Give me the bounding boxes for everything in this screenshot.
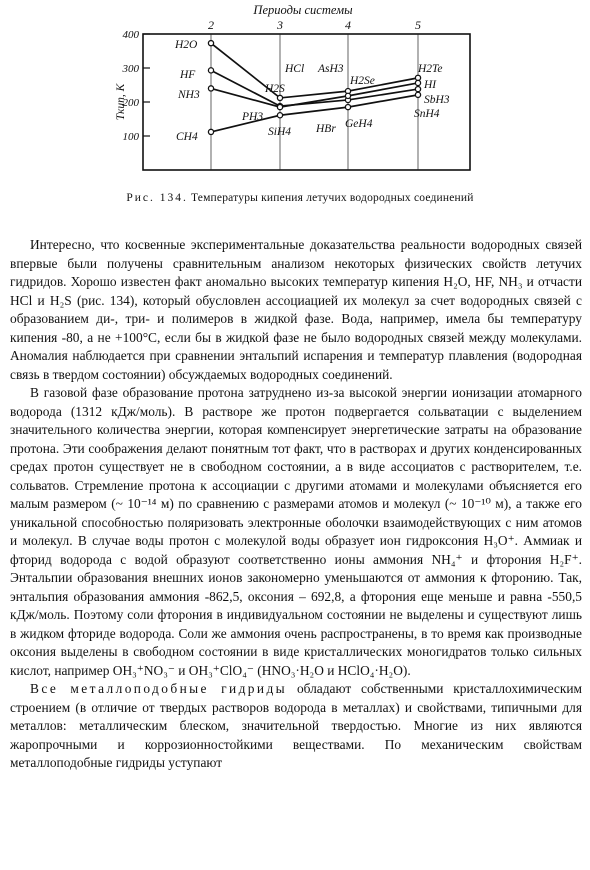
metal-hydrides-text: обладают собственными кристаллохимическим строением (в отличие от твердых растворов водорода в металлах) и свойствами, типичными для металлов: металлическим блеском, значительной твердостью. Многие из них являются жаропрочными и коррозионностойкими веществами. По механическим свойствам металлоподобные гидриды уступают — [10, 681, 583, 770]
caption-number: Рис. 134. — [126, 192, 188, 204]
data-point — [345, 93, 350, 98]
y-tick-label: 200 — [122, 97, 139, 109]
metal-hydrides-lead: Все металлоподобные гидриды — [30, 681, 288, 696]
compound-label-snh4: SnH4 — [414, 108, 440, 120]
data-point — [415, 86, 420, 91]
compound-label-sih4: SiH4 — [268, 126, 291, 138]
data-point — [277, 105, 282, 110]
data-point — [415, 92, 420, 97]
data-point — [208, 68, 213, 73]
period-tick-label: 5 — [415, 18, 421, 32]
compound-label-geh4: GeH4 — [345, 118, 373, 130]
compound-label-hcl: HCl — [285, 63, 305, 75]
period-tick-label: 2 — [208, 18, 214, 32]
caption-text: Температуры кипения летучих водородных соединений — [190, 192, 474, 204]
y-axis-label: Tкип, K — [115, 83, 127, 121]
y-tick-label: 300 — [122, 63, 139, 75]
compound-label-ash3: AsH3 — [318, 63, 344, 75]
data-point — [208, 41, 213, 46]
data-point — [415, 75, 420, 80]
compound-label-h2se: H2Se — [350, 75, 375, 87]
paragraph-proton-solvation: В газовой фазе образование протона затруднено из-за высокой энергии ионизации атомарного водорода (1312 кДж/моль). В растворе же протон подвергается сольватации с выделением значительного количества энергии, которая компенсирует энергетические затраты на образование протона. Эти соображения делают понятным тот факт, что в растворах и других конденсированных средах протон существует не в свободном состоянии, а в виде ассоциатов с растворителем, т.е. сольватов. Стремление протона к ассоциации с другими атомами и молекулами объясняется его малым размером (~ 10⁻¹⁴ м) по сравнению с размерами атомов и молекул (~ 10⁻¹⁰ м), а также его уникальной способностью поляризовать электронные оболочки взаимодействующих с ним атомов и молекул. В случае воды протон с молекулой воды образует ион гидроксония H₃O⁺. Аммиак и фторид водорода с водой образуют соответственно ионы аммония NH₄⁺ и фторония H₂F⁺. Энтальпии образования внешних ионов закономерно уменьшаются от аммония к фторонию. Так, энтальпия образования аммония -862,5, оксония – 692,8, а фторония еще меньше и равна -550,5 кДж/моль. Поэтому соли фторония в индивидуальном состоянии не выделены и существуют лишь в жидком фториде водорода. Соли же аммония очень распространены, в то время как производные оксония выделены в свободном состоянии в виде кристаллических моногидратов только сильных кислот, например OH₃⁺NO₃⁻ и OH₃⁺ClO₄⁻ (HNO₃·H₂O и HClO₄·H₂O). — [10, 385, 582, 678]
compound-label-h2s: H2S — [265, 83, 285, 95]
data-point — [415, 80, 420, 85]
y-tick-label: 400 — [122, 29, 139, 41]
data-point — [277, 95, 282, 100]
compound-label-h2te: H2Te — [418, 63, 443, 75]
data-point — [277, 113, 282, 118]
axis-top-title: Периоды системы — [253, 3, 353, 17]
period-tick-label: 4 — [345, 18, 351, 32]
y-tick-label: 100 — [122, 131, 139, 143]
body-text — [10, 236, 582, 773]
compound-label-hbr: HBr — [316, 123, 336, 135]
series-line — [211, 43, 418, 98]
data-point — [345, 105, 350, 110]
paragraph-metal-hydrides — [10, 680, 582, 773]
period-tick-label: 3 — [277, 18, 283, 32]
compound-label-hi: HI — [424, 79, 437, 91]
compound-label-nh3: NH3 — [178, 89, 200, 101]
compound-label-hf: HF — [180, 69, 196, 81]
data-point — [208, 86, 213, 91]
compound-label-sbh3: SbH3 — [424, 94, 450, 106]
compound-label-ph3: PH3 — [242, 111, 264, 123]
data-point — [208, 129, 213, 134]
figure-caption — [100, 190, 500, 206]
boiling-point-chart — [0, 0, 590, 190]
compound-label-h2o: H2O — [175, 39, 198, 51]
compound-label-ch4: CH4 — [176, 131, 198, 143]
figure-134 — [0, 0, 590, 232]
paragraph-hydrogen-bonds: Интересно, что косвенные экспериментальные доказательства реальности водородных связей впервые были получены сравнительным анализом некоторых физических свойств летучих гидридов. Хорошо известен факт аномально высоких температур кипения H₂O, HF, NH₃ и отчасти HCl и H₂S (рис. 134), который обусловлен ассоциацией их молекул за счет водородных связей с образованием ди-, три- и полимеров в жидкой фазе. Вода, например, имела бы температуру кипения -80, а не +100°C, если бы в жидкой фазе не было водородных связей между молекулами. Аномалия наблюдается при сравнении энтальпий испарения и температур плавления (водородная связь в твердом состоянии) обсуждаемых водородных соединений. — [10, 237, 582, 382]
